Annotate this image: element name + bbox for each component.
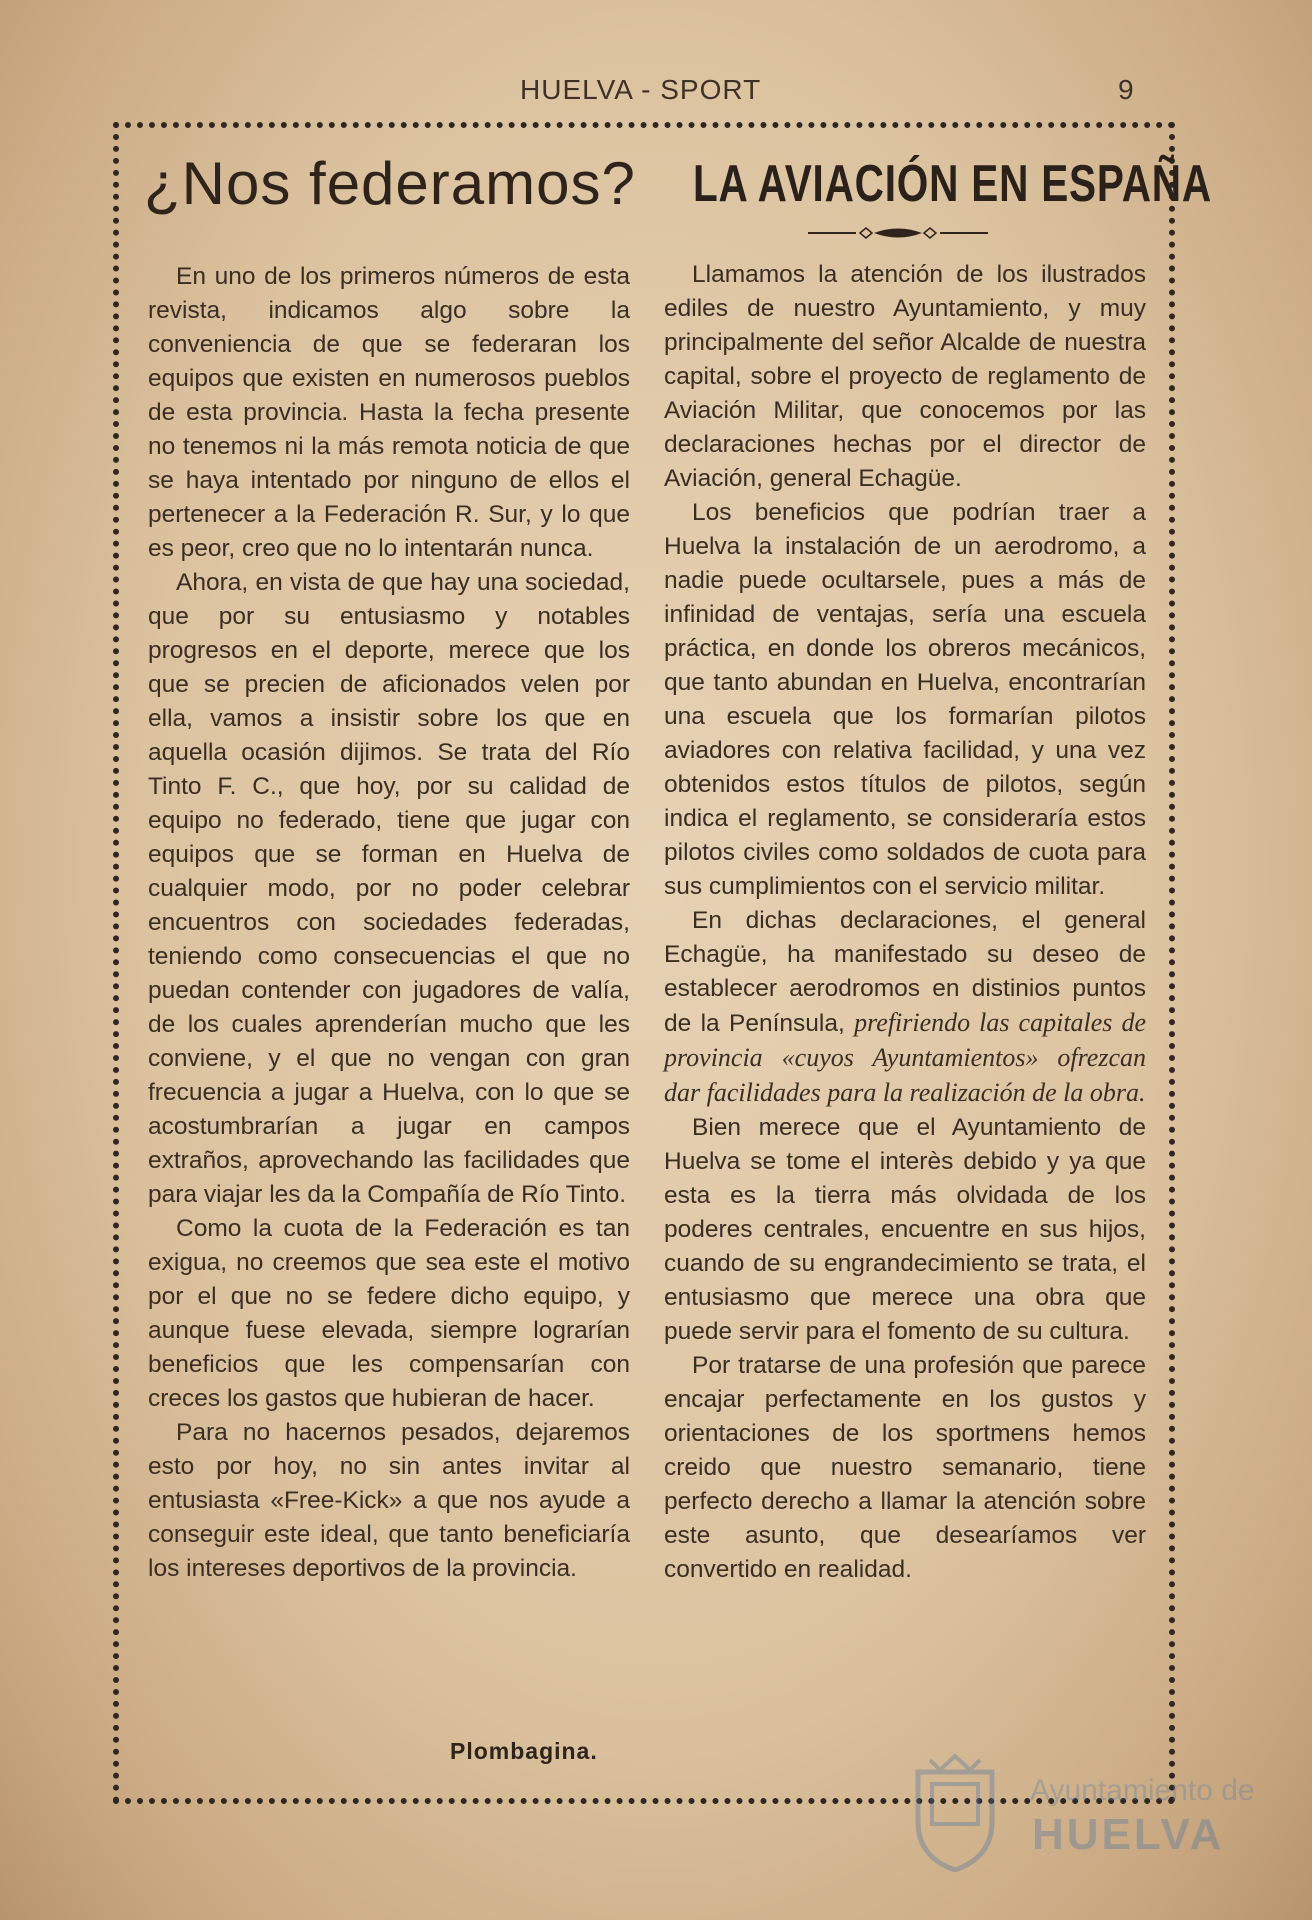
right-paragraph-4: Bien merece que el Ayuntamiento de Huelva se tome el interès debido y ya que esta es la tierra más olvidada de los poderes centrales, encuentre en sus hijos, cuando de su engrandecimiento se trata, el entusiasmo que merece una obra que puede servir para el fomento de su cultura. (664, 1114, 1146, 1345)
right-paragraph-3-italic: prefiriendo las capitales de provincia «cuyos Ayuntamientos» ofrezcan dar facilidades para la realización de la obra. (664, 1008, 1146, 1107)
right-article-title: LA AVIACIÓN EN ESPAÑA (693, 155, 1212, 213)
ornament-divider-icon (808, 226, 988, 240)
left-paragraph-1: En uno de los primeros números de esta revista, indicamos algo sobre la conveniencia de que se federaran los equipos que existen en numerosos pueblos de esta provincia. Hasta la fecha presente no tenemos ni la más remota noticia de que se haya intentado por ninguno de ellos el pertenecer a la Federación R. Sur, y lo que es peor, creo que no lo intentarán nunca. (148, 263, 630, 562)
left-article-header (144, 148, 636, 220)
coat-of-arms-icon (910, 1752, 1000, 1872)
right-paragraph-5: Por tratarse de una profesión que parece encajar perfectamente en los gustos y orientaciones de los sportmens hemos creido que nuestro semanario, tiene perfecto derecho a llamar la atención sobre este asunto, que desearíamos ver convertido en realidad. (664, 1352, 1146, 1583)
right-article-body (664, 258, 1146, 1587)
watermark-line-1: Ayuntamiento de (1030, 1774, 1255, 1807)
watermark-logo (900, 1752, 1255, 1872)
left-paragraph-4: Para no hacernos pesados, dejaremos esto por hoy, no sin antes invitar al entusiasta «Free-Kick» a que nos ayude a conseguir este ideal, que tanto beneficiaría los intereses deportivos de la provincia. (148, 1419, 630, 1582)
left-article-title: ¿Nos federamos? (144, 150, 636, 217)
left-paragraph-2: Ahora, en vista de que hay una sociedad, que por su entusiasmo y notables progresos en el deporte, merece que los que se precien de aficionados velen por ella, vamos a insistir sobre los que en aquella ocasión dijimos. Se trata del Río Tinto F. C., que hoy, por su calidad de equipo no federado, tiene que jugar con equipos que se forman en Huelva de cualquier modo, por no poder celebrar encuentros con sociedades federadas, teniendo como consecuencias el que no puedan contender con jugadores de valía, de los cuales aprenderían mucho que les conviene, y el que no vengan con gran frecuencia a jugar a Huelva, con lo que se acostumbrarían a jugar en campos extraños, aprovechando las facilidades que para viajar les da la Compañía de Río Tinto. (148, 569, 630, 1208)
right-article-header (663, 148, 1212, 220)
right-paragraph-3 (664, 904, 1146, 1111)
page-header (0, 74, 1312, 114)
publication-title: HUELVA - SPORT (520, 74, 762, 105)
left-article-signature: Plombagina. (450, 1738, 598, 1764)
right-paragraph-1: Llamamos la atención de los ilustrados ediles de nuestro Ayuntamiento, y muy principalmente del señor Alcalde de nuestra capital, sobre el proyecto de reglamento de Aviación Militar, que conocemos por las declaraciones hechas por el director de Aviación, general Echagüe. (664, 261, 1146, 492)
right-paragraph-2: Los beneficios que podrían traer a Huelva la instalación de un aerodromo, a nadie puede ocultarsele, pues a más de infinidad de ventajas, sería una escuela práctica, en donde los obreros mecánicos, que tanto abundan en Huelva, encontrarían una escuela que los formarían pilotos aviadores con relativa facilidad, y una vez obtenidos estos títulos de pilotos, según indica el reglamento, se consideraría estos pilotos civiles como soldados de cuota para sus cumplimientos con el servicio militar. (664, 499, 1146, 900)
right-paragraph-3-text: En dichas declaraciones, el general Echagüe, ha manifestado su deseo de establecer aerodromos en distinios puntos de la Península, (664, 907, 1146, 1037)
page-number: 9 (1118, 74, 1134, 105)
left-paragraph-3: Como la cuota de la Federación es tan exigua, no creemos que sea este el motivo por el que no se federe dicho equipo, y aunque fuese elevada, siempre lograrían beneficios que les compensarían con creces los gastos que hubieran de hacer. (148, 1215, 630, 1412)
left-article-body (148, 260, 630, 1586)
watermark-line-2: HUELVA (1032, 1810, 1225, 1859)
